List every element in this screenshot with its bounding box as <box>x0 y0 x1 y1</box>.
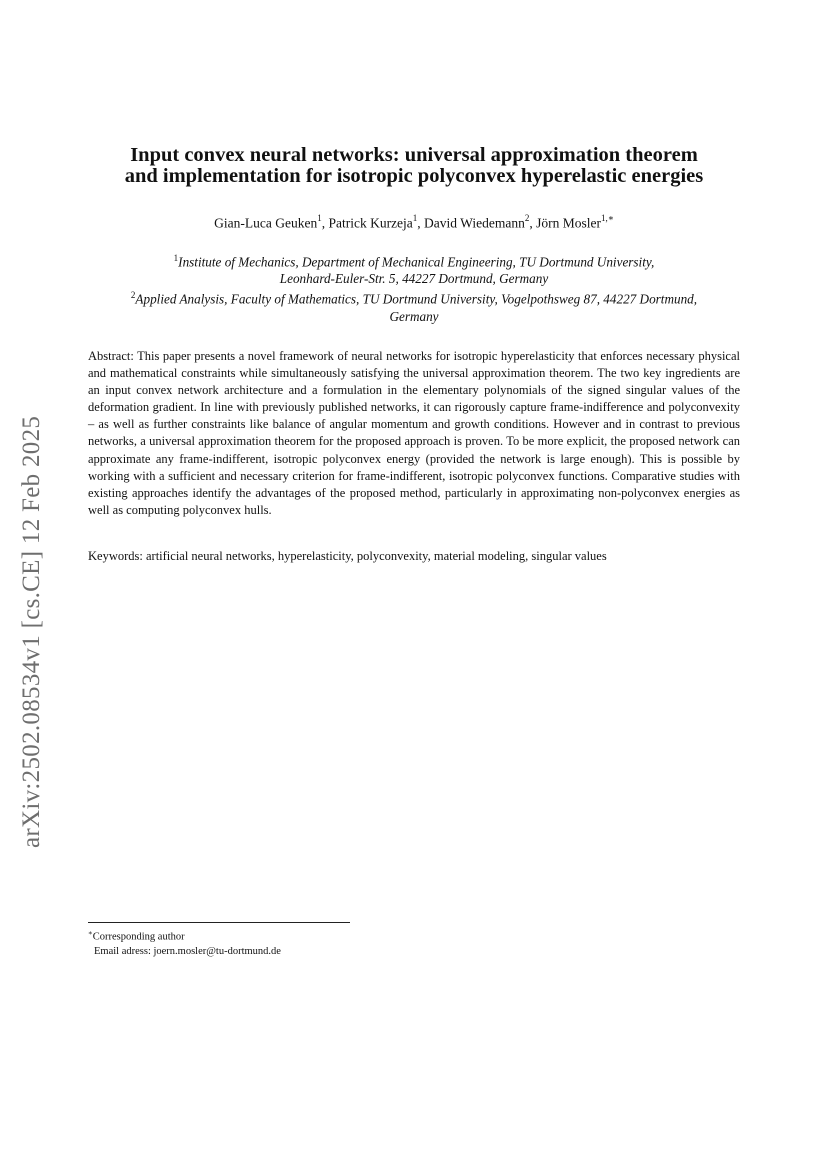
arxiv-identifier-stamp: arXiv:2502.08534v1 [cs.CE] 12 Feb 2025 <box>18 415 45 848</box>
title-line-2: and implementation for isotropic polyconvex hyperelastic energies <box>124 165 704 187</box>
paper-title <box>60 145 768 187</box>
keywords: Keywords: artificial neural networks, hyperelasticity, polyconvexity, material modeling, singular values <box>88 549 607 563</box>
email-note: Email adress: joern.mosler@tu-dortmund.de <box>94 945 281 957</box>
author-name: Patrick Kurzeja <box>328 215 413 231</box>
author-name: Gian-Luca Geuken <box>214 215 318 231</box>
affiliation-1-address: Leonhard-Euler-Str. 5, 44227 Dortmund, Germany <box>279 271 549 287</box>
author-name: Jörn Mosler <box>536 215 601 231</box>
author-affiliation-mark: 1 <box>317 213 322 223</box>
affiliation-1: $^1$Institute of Mechanics, Department of Mechanical Engineering, TU Dortmund University, <box>173 253 655 270</box>
corresponding-author-note: ∗Corresponding author <box>88 929 185 943</box>
author-list: Gian-Luca Geuken$^1$, Patrick Kurzeja$^1$, David Wiedemann$^2$, Jörn Mosler$^{1,∗}$ <box>214 213 614 231</box>
author-affiliation-mark: 1,∗ <box>600 213 614 223</box>
affiliation-2-country: Germany <box>389 308 439 324</box>
author-affiliation-mark: 2 <box>524 213 530 223</box>
author-affiliation-mark: 1 <box>412 213 418 223</box>
affiliation-2: $^2$Applied Analysis, Faculty of Mathematics, TU Dortmund University, Vogelpothsweg 87, 44227 Dortmund, <box>130 290 698 307</box>
footnote-divider <box>88 922 350 923</box>
title-line-1: Input convex neural networks: universal approximation theorem <box>130 144 698 166</box>
author-name: David Wiedemann <box>424 215 525 231</box>
affiliations <box>80 250 748 325</box>
footnotes <box>88 926 688 959</box>
abstract: Abstract: This paper presents a novel framework of neural networks for isotropic hyperelasticity that enforces necessary physical and mathematical constraints while simultaneously satisfying the universal approximation theorem. The two key ingredients are an input convex network architecture and a formulation in the elementary polynomials of the signed singular values of the deformation gradient. In line with previously published networks, it can rigorously capture frame-indifference and polyconvexity – as well as further constraints like balance of angular momentum and growth conditions. However and in contrast to previous networks, a universal approximation theorem for the proposed approach is proven. To be more explicit, the proposed network can approximate any frame-indifferent, isotropic polyconvex energy (provided the network is large enough). This is possible by working with a sufficient and necessary criterion for frame-indifferent, isotropic polyconvex functions. Comparative studies with existing approaches identify the advantages of the proposed method, particularly in approximating non-polyconvex energies as well as computing polyconvex hulls. <box>88 349 740 517</box>
